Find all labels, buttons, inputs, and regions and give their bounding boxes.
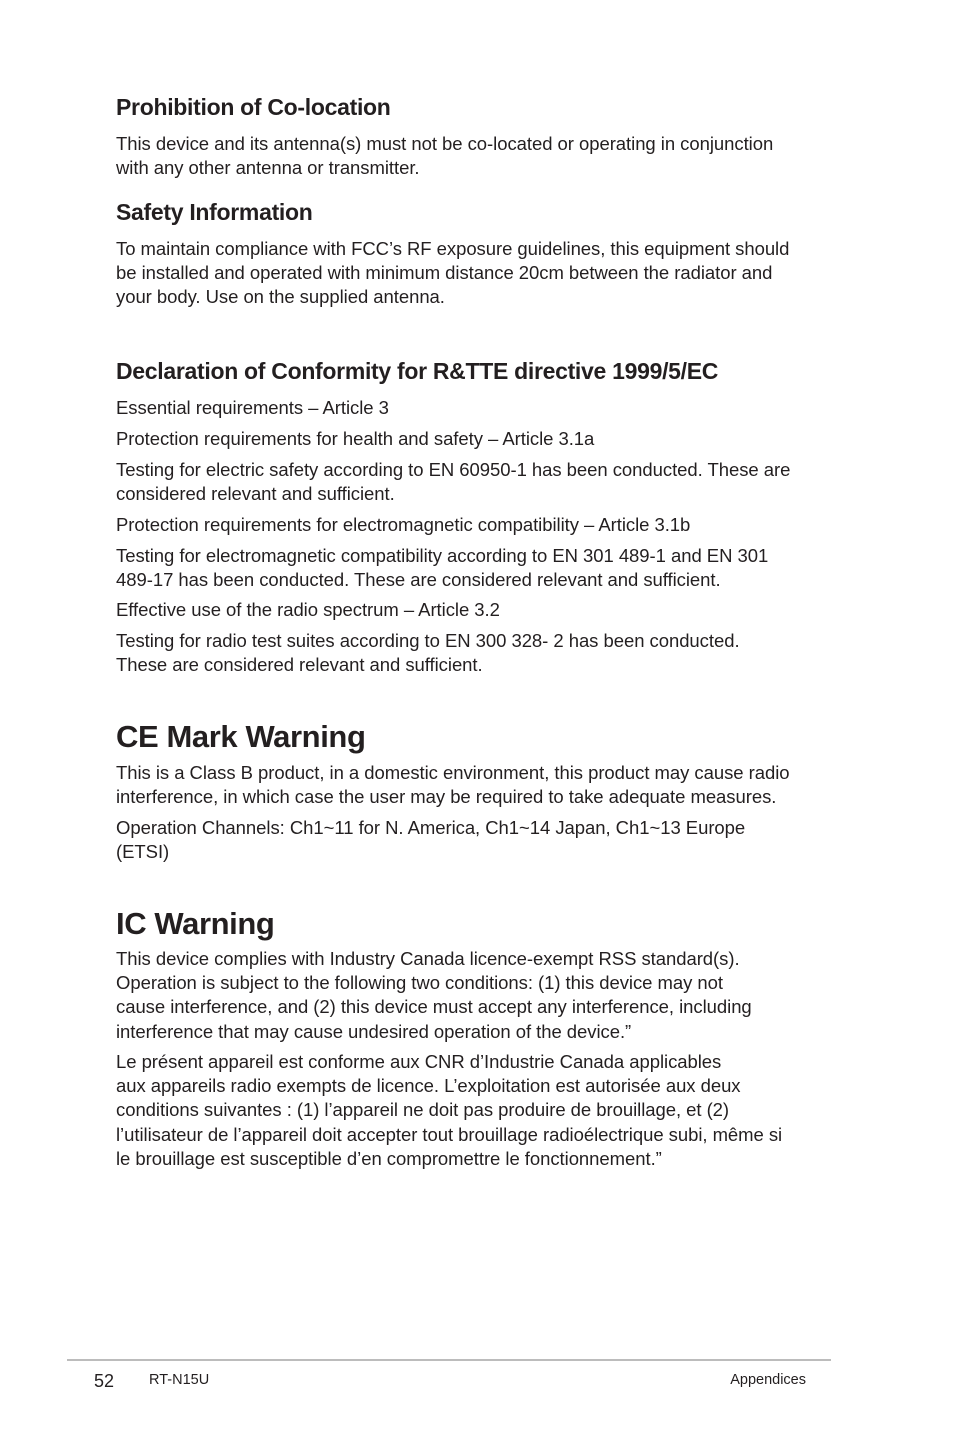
text-line: your body. Use on the supplied antenna.: [116, 286, 445, 308]
text-line: Testing for electromagnetic compatibility according to EN 301 489-1 and EN 301: [116, 545, 769, 566]
text-line: interference, in which case the user may be required to take adequate measures.: [116, 786, 777, 808]
paragraph-colocation: [116, 132, 773, 180]
text-line: be installed and operated with minimum distance 20cm between the radiator and: [116, 262, 773, 284]
text-line: interference that may cause undesired operation of the device.”: [116, 1020, 632, 1042]
paragraph-declaration-1: [116, 396, 389, 420]
text-line: Testing for electric safety according to EN 60950-1 has been conducted. These are: [116, 459, 791, 480]
page-number: 52: [94, 1371, 115, 1391]
paragraph-declaration-6: [116, 598, 500, 622]
text-line: This is a Class B product, in a domestic environment, this product may cause radio: [116, 762, 790, 783]
text-line: Protection requirements for electromagnetic compatibility – Article 3.1b: [116, 514, 691, 535]
text-line: Testing for radio test suites according to EN 300 328- 2 has been conducted.: [116, 630, 740, 651]
text-line: l’utilisateur de l’appareil doit accepter tout brouillage radioélectrique subi, même si: [116, 1123, 783, 1145]
paragraph-declaration-4: [116, 513, 690, 537]
footer-section-name: Appendices: [730, 1372, 806, 1388]
text-line: cause interference, and (2) this device must accept any interference, including: [116, 996, 752, 1018]
paragraph-declaration-3: [116, 458, 790, 506]
text-line: with any other antenna or transmitter.: [116, 157, 420, 179]
paragraph-declaration-7: [116, 629, 740, 677]
paragraph-declaration-2: [116, 427, 594, 451]
text-line: conditions suivantes : (1) l’appareil ne doit pas produire de brouillage, et (2): [116, 1099, 730, 1121]
footer-divider: [67, 1359, 831, 1361]
footer-model-name: RT-N15U: [149, 1372, 210, 1388]
heading-declaration: Declaration of Conformity for R&TTE directive 1999/5/EC: [116, 358, 719, 384]
heading-ic-warning: IC Warning: [116, 906, 275, 941]
text-line: To maintain compliance with FCC’s RF exposure guidelines, this equipment should: [116, 238, 790, 259]
text-line: Essential requirements – Article 3: [116, 397, 389, 418]
text-line: This device complies with Industry Canada licence-exempt RSS standard(s).: [116, 948, 740, 969]
heading-safety: Safety Information: [116, 199, 313, 225]
text-line: le brouillage est susceptible d’en compromettre le fonctionnement.”: [116, 1147, 662, 1169]
text-line: Operation Channels: Ch1~11 for N. America, Ch1~14 Japan, Ch1~13 Europe: [116, 817, 746, 838]
text-line: Protection requirements for health and safety – Article 3.1a: [116, 428, 595, 449]
paragraph-declaration-5: [116, 544, 768, 592]
paragraph-ce-1: [116, 761, 790, 809]
text-line: Le présent appareil est conforme aux CNR d’Industrie Canada applicables: [116, 1051, 722, 1072]
paragraph-ic-1: [116, 947, 752, 1044]
heading-colocation: Prohibition of Co-location: [116, 94, 391, 120]
text-line: aux appareils radio exempts de licence. L’exploitation est autorisée aux deux: [116, 1075, 741, 1097]
text-line: These are considered relevant and sufficient.: [116, 654, 483, 676]
text-line: 489-17 has been conducted. These are considered relevant and sufficient.: [116, 569, 721, 591]
text-line: This device and its antenna(s) must not be co-located or operating in conjunction: [116, 133, 774, 154]
text-line: (ETSI): [116, 841, 170, 863]
text-line: considered relevant and sufficient.: [116, 483, 395, 505]
text-line: Operation is subject to the following two conditions: (1) this device may not: [116, 972, 723, 994]
paragraph-safety: [116, 237, 789, 310]
heading-ce-mark-warning: CE Mark Warning: [116, 719, 366, 754]
paragraph-ce-2: [116, 816, 745, 864]
text-line: Effective use of the radio spectrum – Article 3.2: [116, 599, 500, 620]
paragraph-ic-2: [116, 1050, 782, 1171]
